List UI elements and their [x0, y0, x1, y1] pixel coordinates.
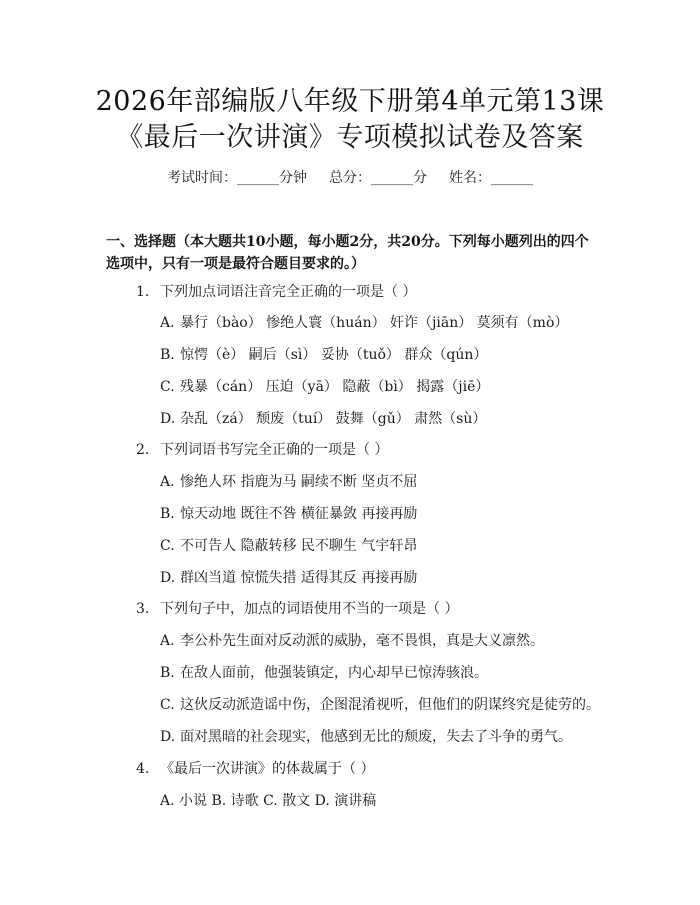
question-3: [136, 599, 458, 619]
question-number: 1.: [136, 284, 150, 300]
question-1: [136, 282, 416, 302]
option-letter: B.: [160, 665, 175, 681]
question-number: 2.: [136, 442, 150, 458]
question-3-option-b: [160, 663, 488, 683]
question-2: [136, 440, 388, 460]
option-text: 惊愕（è） 嗣后（sì） 妥协（tuǒ） 群众（qún）: [180, 347, 488, 363]
option-text: 在敌人面前，他强装镇定，内心却早已惊涛骇浪。: [180, 665, 488, 681]
option-letter: B.: [160, 506, 175, 522]
question-stem: 下列词语书写完全正确的一项是（ ）: [160, 442, 389, 458]
option-text: 李公朴先生面对反动派的威胁，毫不畏惧，真是大义凛然。: [180, 633, 544, 649]
option-letter: D.: [160, 411, 176, 427]
question-1-option-d: [160, 409, 486, 429]
question-stem: 下列加点词语注音完全正确的一项是（ ）: [160, 284, 417, 300]
question-1-option-c: [160, 377, 489, 397]
exam-meta: [0, 168, 700, 188]
option-text: 惨绝人环 指鹿为马 嗣续不断 坚贞不屈: [180, 474, 418, 490]
option-text: 杂乱（zá） 颓废（tuí） 鼓舞（gǔ） 肃然（sù）: [180, 411, 487, 427]
question-3-option-a: [160, 631, 544, 651]
option-text: 残暴（cán） 压迫（yā） 隐蔽（bì） 揭露（jiē）: [180, 379, 490, 395]
question-2-option-b: [160, 504, 417, 524]
question-3-option-d: [160, 727, 572, 747]
question-stem: 下列句子中，加点的词语使用不当的一项是（ ）: [160, 601, 459, 617]
option-letter: A.: [160, 315, 175, 331]
option-text: 暴行（bào） 惨绝人寰（huán） 奸诈（jiān） 莫须有（mò）: [180, 315, 569, 331]
page-title-line-2: 《最后一次讲演》专项模拟试卷及答案: [116, 122, 584, 153]
page-title-line-1: 2026年部编版八年级下册第4单元第13课: [95, 86, 605, 117]
option-text: 面对黑暗的社会现实，他感到无比的颓废，失去了斗争的勇气。: [180, 729, 572, 745]
exam-time-field: 考试时间：______分钟: [167, 170, 307, 186]
question-2-option-a: [160, 472, 417, 492]
option-letter: C.: [160, 538, 175, 554]
question-4: [136, 759, 374, 779]
option-text: 惊天动地 既往不咎 横征暴敛 再接再励: [180, 506, 418, 522]
option-letter: D.: [160, 570, 176, 586]
option-letter: A.: [160, 633, 175, 649]
question-4-options: A. 小说 B. 诗歌 C. 散文 D. 演讲稿: [160, 793, 377, 809]
option-letter: D.: [160, 729, 176, 745]
option-letter: C.: [160, 697, 175, 713]
option-letter: B.: [160, 347, 175, 363]
question-2-option-c: [160, 536, 417, 556]
question-3-option-c: [160, 695, 600, 715]
option-text: 群凶当道 惊慌失措 适得其反 再接再励: [180, 570, 418, 586]
option-text: 不可告人 隐蔽转移 民不聊生 气宇轩昂: [180, 538, 418, 554]
question-number: 3.: [136, 601, 150, 617]
question-1-option-b: [160, 345, 487, 365]
name-field: 姓名：______: [449, 170, 533, 186]
question-stem: 《最后一次讲演》的体裁属于（ ）: [160, 761, 375, 777]
section-heading-line-2: 选项中，只有一项是最符合题目要求的。）: [106, 256, 365, 272]
question-number: 4.: [136, 761, 150, 777]
question-1-option-a: [160, 313, 568, 333]
section-heading-line-1: 一、选择题（本大题共10小题，每小题2分，共20分。下列每小题列出的四个: [106, 234, 589, 250]
total-score-field: 总分：______分: [329, 170, 427, 186]
option-letter: A.: [160, 474, 175, 490]
question-2-option-d: [160, 568, 417, 588]
option-text: 这伙反动派造谣中伤，企图混淆视听，但他们的阴谋终究是徒劳的。: [180, 697, 600, 713]
option-letter: C.: [160, 379, 175, 395]
